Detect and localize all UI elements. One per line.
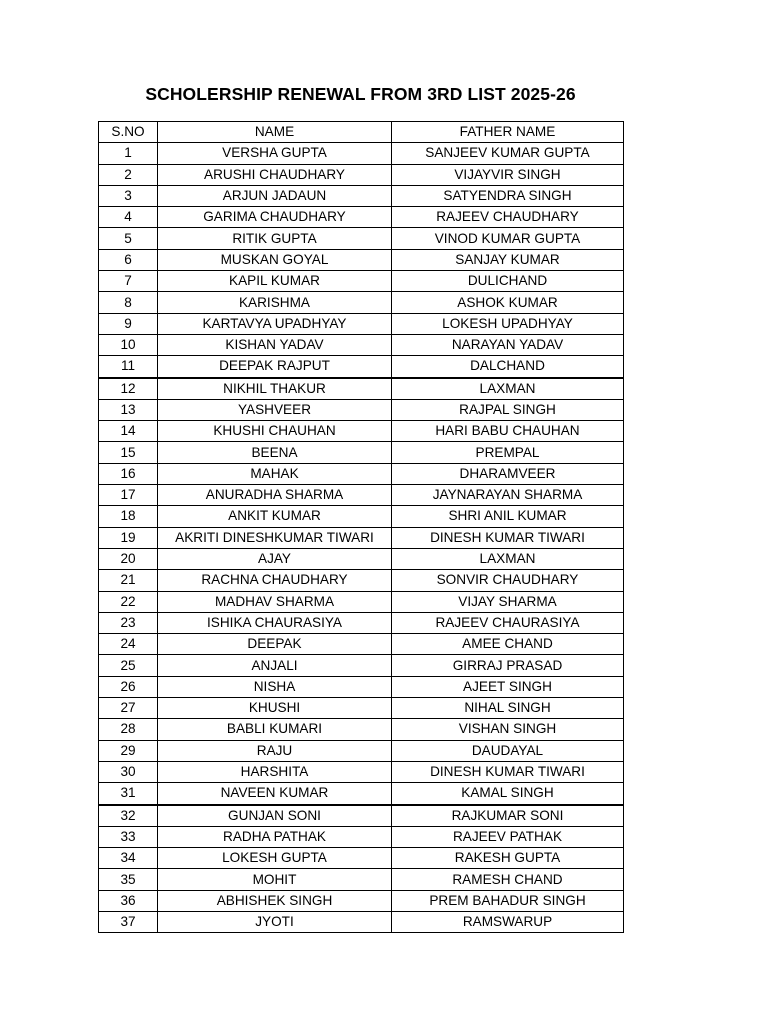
cell-name: GARIMA CHAUDHARY [158,207,392,228]
table-row [99,805,624,827]
cell-name: ANURADHA SHARMA [158,485,392,506]
cell-father-name: NARAYAN YADAV [392,334,624,355]
cell-name: MUSKAN GOYAL [158,249,392,270]
table-row [99,548,624,569]
cell-name: JYOTI [158,911,392,932]
cell-name: RACHNA CHAUDHARY [158,570,392,591]
table-row [99,292,624,313]
cell-father-name: RAKESH GUPTA [392,848,624,869]
cell-father-name: DALCHAND [392,356,624,378]
table-row [99,334,624,355]
header-name: NAME [158,122,392,143]
cell-father-name: AMEE CHAND [392,634,624,655]
table-row [99,719,624,740]
table-row [99,249,624,270]
cell-father-name: DULICHAND [392,271,624,292]
cell-father-name: LOKESH UPADHYAY [392,313,624,334]
cell-father-name: VIJAY SHARMA [392,591,624,612]
cell-father-name: RAJEEV CHAUDHARY [392,207,624,228]
cell-sno: 11 [99,356,158,378]
cell-sno: 14 [99,421,158,442]
cell-sno: 16 [99,463,158,484]
cell-sno: 27 [99,698,158,719]
cell-father-name: RAJPAL SINGH [392,399,624,420]
cell-name: KARTAVYA UPADHYAY [158,313,392,334]
cell-father-name: PREM BAHADUR SINGH [392,890,624,911]
table-row [99,826,624,847]
cell-name: DEEPAK [158,634,392,655]
cell-sno: 2 [99,164,158,185]
cell-name: ARJUN JADAUN [158,185,392,206]
cell-name: ANJALI [158,655,392,676]
cell-name: NAVEEN KUMAR [158,783,392,805]
cell-name: HARSHITA [158,761,392,782]
cell-sno: 29 [99,740,158,761]
table-row [99,698,624,719]
cell-sno: 4 [99,207,158,228]
cell-name: RAJU [158,740,392,761]
table-row [99,890,624,911]
table-row [99,228,624,249]
header-father-name: FATHER NAME [392,122,624,143]
cell-sno: 20 [99,548,158,569]
cell-father-name: LAXMAN [392,378,624,400]
table-row [99,761,624,782]
cell-name: YASHVEER [158,399,392,420]
cell-sno: 1 [99,143,158,164]
table-row [99,485,624,506]
table-row [99,869,624,890]
cell-sno: 26 [99,676,158,697]
cell-name: NIKHIL THAKUR [158,378,392,400]
table-row [99,655,624,676]
cell-name: RADHA PATHAK [158,826,392,847]
cell-name: BABLI KUMARI [158,719,392,740]
cell-sno: 19 [99,527,158,548]
table-row [99,164,624,185]
cell-father-name: GIRRAJ PRASAD [392,655,624,676]
cell-sno: 32 [99,805,158,827]
cell-sno: 6 [99,249,158,270]
table-row [99,911,624,932]
table-row [99,271,624,292]
cell-name: MADHAV SHARMA [158,591,392,612]
cell-sno: 35 [99,869,158,890]
cell-sno: 33 [99,826,158,847]
cell-father-name: DHARAMVEER [392,463,624,484]
cell-name: DEEPAK RAJPUT [158,356,392,378]
cell-name: MOHIT [158,869,392,890]
table-row [99,185,624,206]
cell-sno: 30 [99,761,158,782]
cell-sno: 10 [99,334,158,355]
cell-father-name: RAJKUMAR SONI [392,805,624,827]
cell-sno: 21 [99,570,158,591]
cell-sno: 5 [99,228,158,249]
table-row [99,783,624,805]
cell-father-name: VINOD KUMAR GUPTA [392,228,624,249]
table-row [99,612,624,633]
header-sno: S.NO [99,122,158,143]
cell-father-name: ASHOK KUMAR [392,292,624,313]
cell-father-name: HARI BABU CHAUHAN [392,421,624,442]
cell-sno: 18 [99,506,158,527]
table-row [99,463,624,484]
cell-sno: 37 [99,911,158,932]
cell-name: KHUSHI [158,698,392,719]
cell-father-name: JAYNARAYAN SHARMA [392,485,624,506]
cell-father-name: SANJAY KUMAR [392,249,624,270]
cell-name: LOKESH GUPTA [158,848,392,869]
cell-father-name: DAUDAYAL [392,740,624,761]
cell-father-name: SONVIR CHAUDHARY [392,570,624,591]
table-row [99,356,624,378]
table-body [99,143,624,933]
cell-name: KHUSHI CHAUHAN [158,421,392,442]
cell-name: ISHIKA CHAURASIYA [158,612,392,633]
table-row [99,740,624,761]
table-row [99,399,624,420]
cell-sno: 24 [99,634,158,655]
cell-sno: 8 [99,292,158,313]
cell-sno: 22 [99,591,158,612]
cell-sno: 28 [99,719,158,740]
table-row [99,527,624,548]
cell-sno: 9 [99,313,158,334]
cell-father-name: RAMESH CHAND [392,869,624,890]
cell-father-name: VIJAYVIR SINGH [392,164,624,185]
cell-sno: 34 [99,848,158,869]
cell-sno: 23 [99,612,158,633]
cell-name: AJAY [158,548,392,569]
cell-name: ABHISHEK SINGH [158,890,392,911]
cell-name: VERSHA GUPTA [158,143,392,164]
table-row [99,634,624,655]
cell-sno: 13 [99,399,158,420]
cell-father-name: RAJEEV CHAURASIYA [392,612,624,633]
table-row [99,676,624,697]
cell-father-name: NIHAL SINGH [392,698,624,719]
cell-father-name: DINESH KUMAR TIWARI [392,527,624,548]
cell-father-name: VISHAN SINGH [392,719,624,740]
cell-father-name: SATYENDRA SINGH [392,185,624,206]
cell-name: KISHAN YADAV [158,334,392,355]
cell-father-name: AJEET SINGH [392,676,624,697]
cell-father-name: SANJEEV KUMAR GUPTA [392,143,624,164]
cell-father-name: SHRI ANIL KUMAR [392,506,624,527]
document-title: SCHOLERSHIP RENEWAL FROM 3RD LIST 2025-26 [145,84,576,104]
cell-father-name: KAMAL SINGH [392,783,624,805]
cell-sno: 12 [99,378,158,400]
cell-sno: 17 [99,485,158,506]
table-row [99,848,624,869]
cell-sno: 25 [99,655,158,676]
table-row [99,421,624,442]
table-row [99,207,624,228]
table-row [99,591,624,612]
cell-name: ANKIT KUMAR [158,506,392,527]
table-row [99,442,624,463]
cell-name: NISHA [158,676,392,697]
cell-sno: 31 [99,783,158,805]
table-row [99,570,624,591]
cell-sno: 36 [99,890,158,911]
cell-sno: 7 [99,271,158,292]
cell-father-name: LAXMAN [392,548,624,569]
cell-father-name: RAJEEV PATHAK [392,826,624,847]
table-row [99,378,624,400]
cell-name: RITIK GUPTA [158,228,392,249]
table-row [99,313,624,334]
cell-sno: 15 [99,442,158,463]
cell-father-name: RAMSWARUP [392,911,624,932]
cell-name: AKRITI DINESHKUMAR TIWARI [158,527,392,548]
table-row [99,143,624,164]
cell-name: MAHAK [158,463,392,484]
cell-sno: 3 [99,185,158,206]
cell-name: GUNJAN SONI [158,805,392,827]
cell-name: KARISHMA [158,292,392,313]
cell-name: BEENA [158,442,392,463]
cell-father-name: PREMPAL [392,442,624,463]
cell-father-name: DINESH KUMAR TIWARI [392,761,624,782]
scholarship-table [98,121,624,933]
table-row [99,506,624,527]
cell-name: KAPIL KUMAR [158,271,392,292]
cell-name: ARUSHI CHAUDHARY [158,164,392,185]
table-header-row [99,122,624,143]
